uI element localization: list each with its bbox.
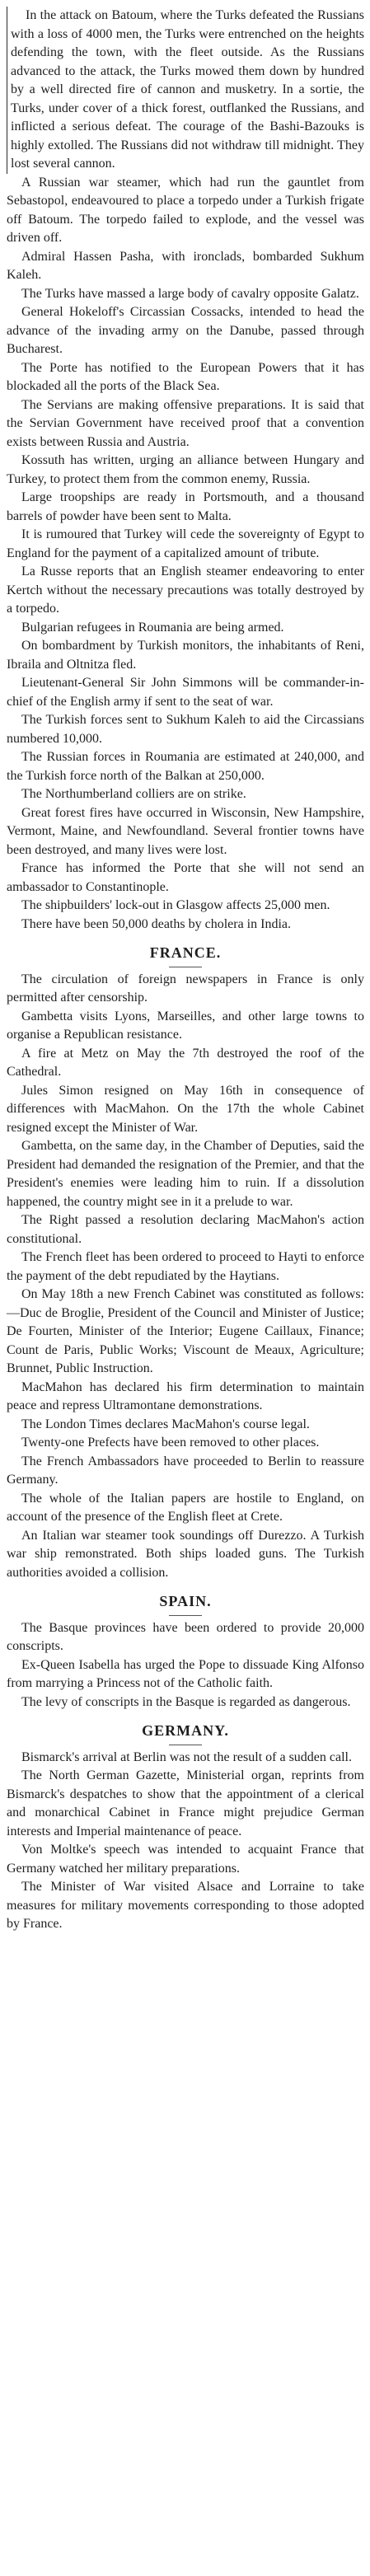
paragraph: Bulgarian refugees in Roumania are being armed. [21,620,284,635]
paragraph: Jules Simon resigned on May 16th in consequence of differences with MacMahon. On the 17th the whole Cabinet resigned except the Minister of War. [7,1083,364,1135]
paragraph: The Northumberland colliers are on strike. [21,787,246,801]
section-spain [7,1592,364,1712]
section-france [7,944,364,1582]
paragraph: Ex-Queen Isabella has urged the Pope to dissuade King Alfonso from marrying a Princess not of the Catholic faith. [7,1657,364,1690]
paragraph: Admiral Hassen Pasha, with ironclads, bombarded Sukhum Kaleh. [7,249,364,282]
paragraph: The Basque provinces have been ordered to provide 20,000 conscripts. [7,1620,364,1653]
paragraph: The London Times declares MacMahon's course legal. [21,1417,310,1431]
paragraph: Gambetta, on the same day, in the Chamber of Deputies, said the President had demanded the resignation of the Premier, and that the President's enemies were leading him to ruin. If a dissolution happened, the country might see in it a prelude to war. [7,1139,364,1209]
paragraph: In the attack on Batoum, where the Turks defeated the Russians with a loss of 4000 men, the Turks were entrenched on the heights defending the town, with the fleet outside. As the Russians advanced to the attack, the Turks mowed them down by hundred by a well directed fire of cannon and musketry. In a sortie, the Turks, under cover of a thick forest, outflanked the Russians, and inflicted a serious defeat. The courage of the Bashi-Bazouks is highly extolled. The Russians did not withdraw till midnight. They lost several cannon. [7,7,364,174]
paragraph: A Russian war steamer, which had run the gauntlet from Sebastopol, endeavoured to place a torpedo under a Turkish frigate off Batoum. The torpedo failed to explode, and the vessel was driven off. [7,175,364,245]
paragraph: The North German Gazette, Ministerial organ, reprints from Bismarck's despatches to show that the appointment of a clerical and monarchical Cabinet in France might prejudice German interests and Imperial maintenance of peace. [7,1768,364,1838]
section-heading-france: FRANCE. [7,944,364,962]
paragraph: The French fleet has been ordered to proceed to Hayti to enforce the payment of the debt repudiated by the Haytians. [7,1250,364,1283]
paragraph: The Turkish forces sent to Sukhum Kaleh to aid the Circassians numbered 10,000. [7,713,364,746]
paragraph: MacMahon has declared his firm determination to maintain peace and repress Ultramontane demonstrations. [7,1379,364,1412]
paragraph: The Porte has notified to the European Powers that it has blockaded all the ports of the Black Sea. [7,360,364,393]
paragraph: Von Moltke's speech was intended to acquaint France that Germany watched her military preparations. [7,1843,364,1876]
paragraph: Twenty-one Prefects have been removed to other places. [21,1436,320,1450]
paragraph: The French Ambassadors have proceeded to Berlin to reassure Germany. [7,1454,364,1487]
paragraph: Large troopships are ready in Portsmouth, and a thousand barrels of powder have been sent to Malta. [7,490,364,523]
paragraph: There have been 50,000 deaths by cholera in India. [21,916,291,931]
paragraph: The Right passed a resolution declaring MacMahon's action constitutional. [7,1213,364,1246]
section-germany [7,1721,364,1934]
paragraph: The whole of the Italian papers are hostile to England, on account of the presence of the English fleet at Crete. [7,1491,364,1524]
paragraph: La Russe reports that an English steamer endeavoring to enter Kertch without the necessary precautions was totally destroyed by a torpedo. [7,564,364,616]
paragraph: The Minister of War visited Alsace and Lorraine to take measures for military movements corresponding to those adopted by France. [7,1880,364,1931]
paragraph: Gambetta visits Lyons, Marseilles, and other large towns to organise a Republican resistance. [7,1009,364,1042]
paragraph: The Russian forces in Roumania are estimated at 240,000, and the Turkish force north of the Balkan at 250,000. [7,750,364,783]
paragraph: On May 18th a new French Cabinet was constituted as follows:—Duc de Broglie, President of the Council and Minister of Justice; De Fourten, Minister of the Interior; Eugene Caillaux, Finance; Count de Paris, Public Works; Viscount de Meaux, Agriculture; Brunnet, Public Instruction. [7,1287,364,1375]
section-heading-spain: SPAIN. [7,1592,364,1611]
paragraph: Great forest fires have occurred in Wisconsin, New Hampshire, Vermont, Maine, and Newfoundland. Several frontier towns have been destroyed, and many lives were lost. [7,805,364,857]
paragraph: Lieutenant-General Sir John Simmons will be commander-in-chief of the English army if sent to the seat of war. [7,676,364,709]
paragraph: The shipbuilders' lock-out in Glasgow affects 25,000 men. [21,898,330,912]
paragraph: The Servians are making offensive preparations. It is said that the Servian Government have received proof that a convention exists between Russia and Austria. [7,397,364,449]
paragraph: General Hokeloff's Circassian Cossacks, intended to head the advance of the invading army on the Danube, passed through Bucharest. [7,305,364,356]
paragraph: The Turks have massed a large body of cavalry opposite Galatz. [21,286,359,301]
paragraph: On bombardment by Turkish monitors, the inhabitants of Reni, Ibraila and Oltnitza fled. [7,639,364,672]
paragraph: France has informed the Porte that she will not send an ambassador to Constantinople. [7,861,364,894]
paragraph: An Italian war steamer took soundings off Durezzo. A Turkish war ship remonstrated. Both ships loaded guns. The Turkish authorities avoided a collision. [7,1528,364,1580]
paragraph: The levy of conscripts in the Basque is regarded as dangerous. [21,1694,351,1709]
section-war-news [7,7,364,934]
paragraph: It is rumoured that Turkey will cede the sovereignty of Egypt to England for the payment of a capitalized amount of tribute. [7,527,364,560]
paragraph: A fire at Metz on May the 7th destroyed the roof of the Cathedral. [7,1046,364,1079]
section-heading-germany: GERMANY. [7,1721,364,1740]
paragraph: Bismarck's arrival at Berlin was not the result of a sudden call. [21,1749,352,1764]
paragraph: The circulation of foreign newspapers in France is only permitted after censorship. [7,972,364,1005]
paragraph: Kossuth has written, urging an alliance between Hungary and Turkey, to protect them from the common enemy, Russia. [7,453,364,486]
